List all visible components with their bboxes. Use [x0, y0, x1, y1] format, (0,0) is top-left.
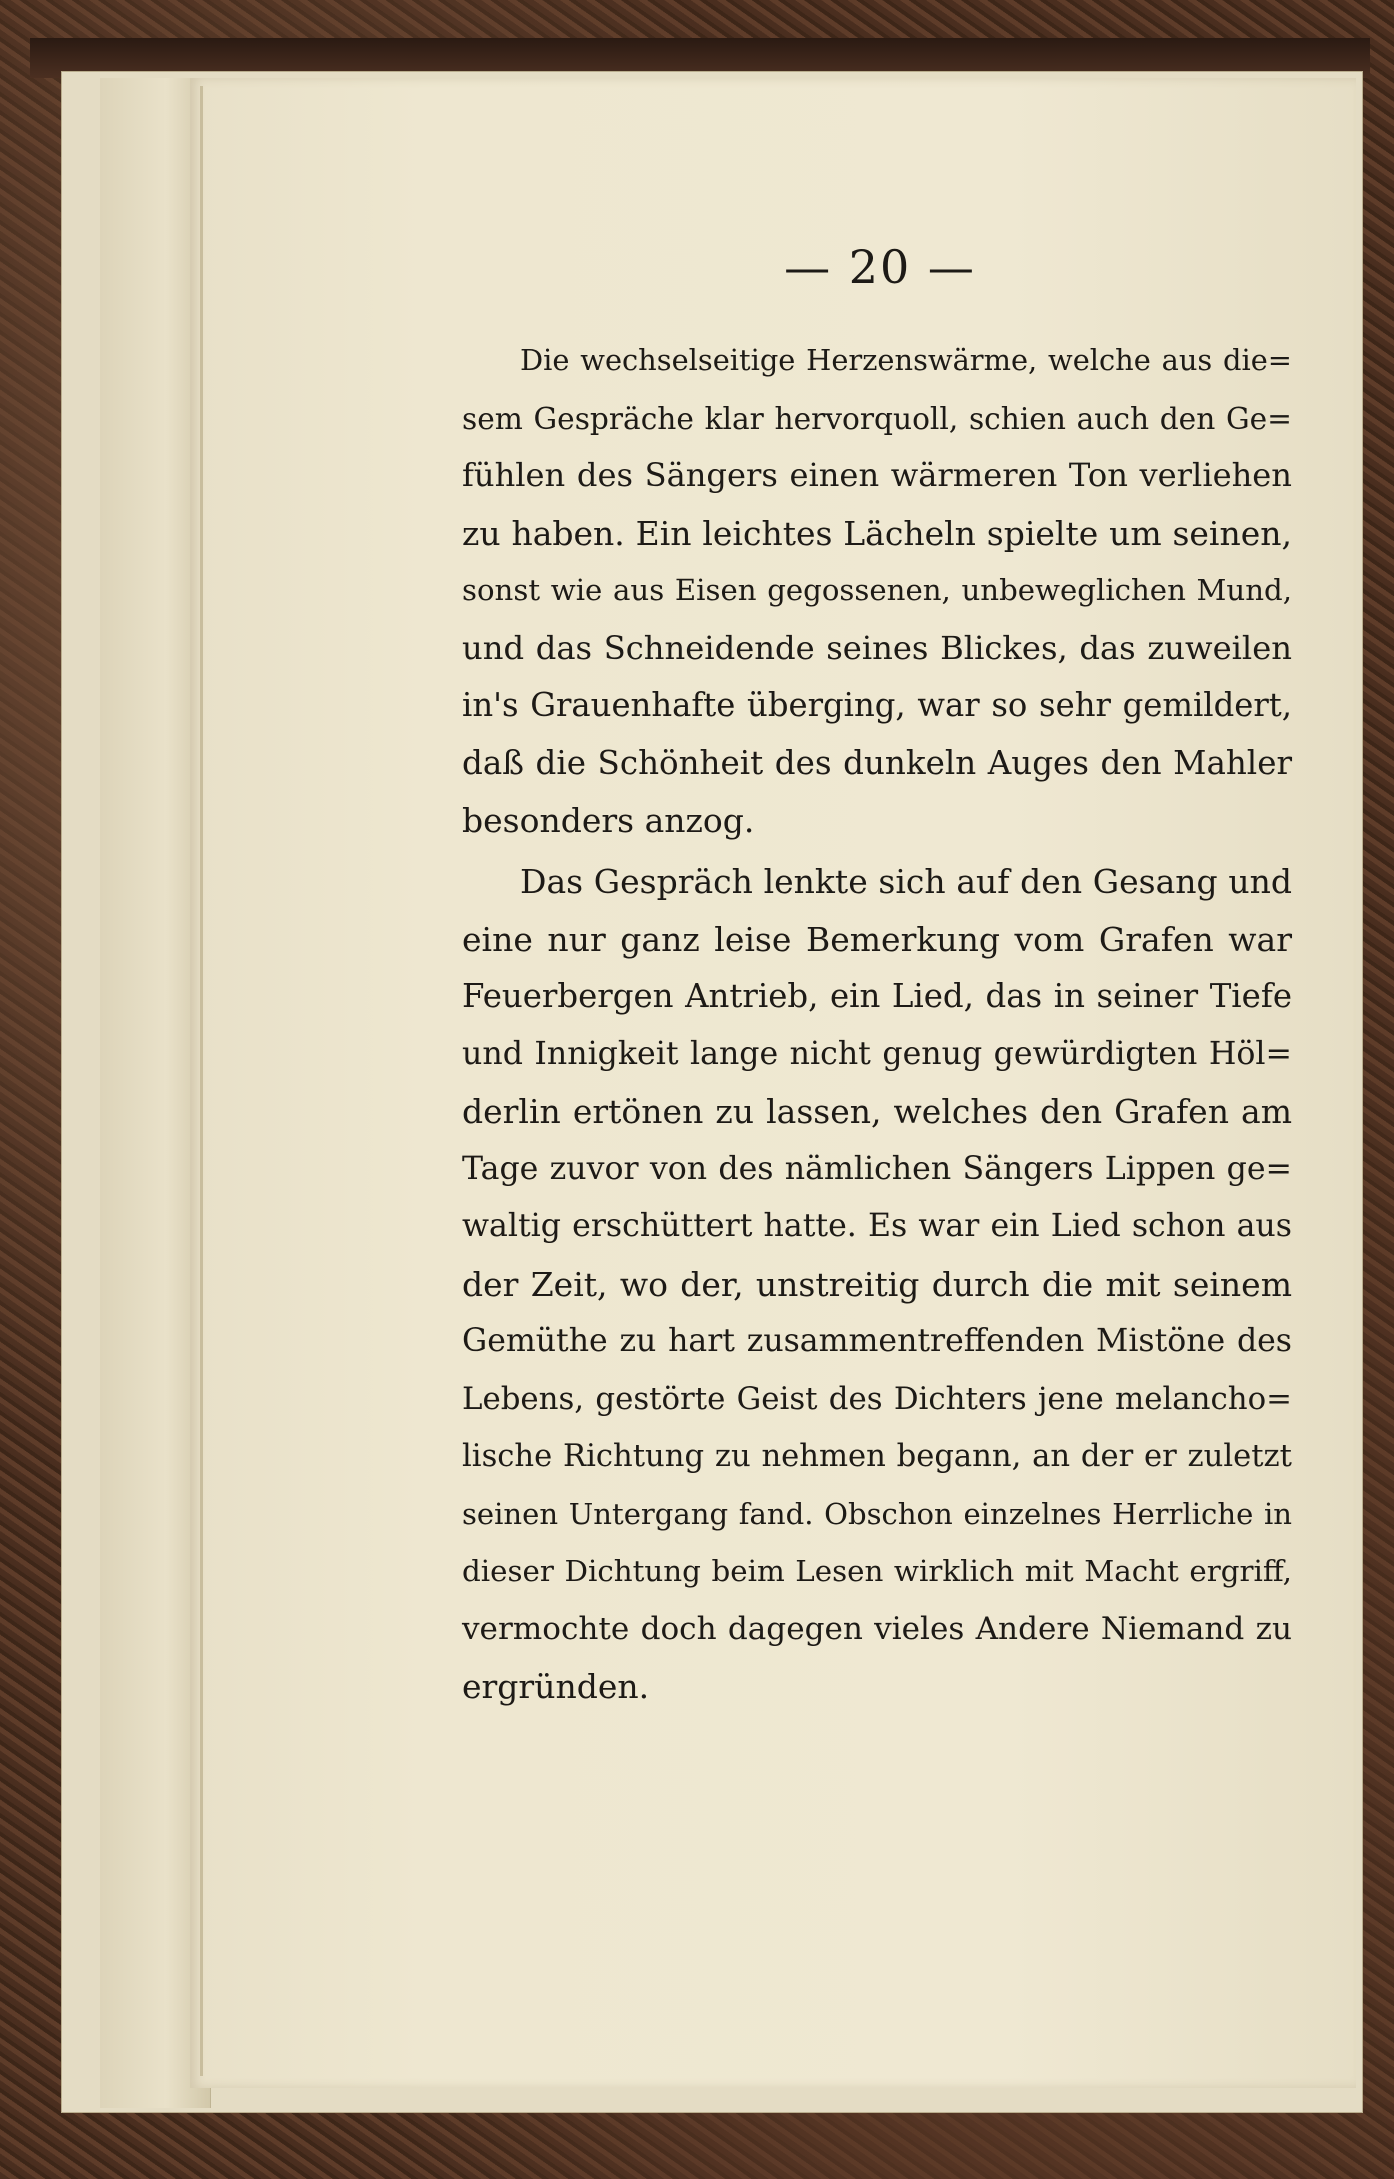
- text-line: sem Gespräche klar hervorquoll, schien auch den Ge=: [462, 400, 1292, 436]
- text-line: fühlen des Sängers einen wärmeren Ton verliehen: [462, 456, 1292, 494]
- text-line: Feuerbergen Antrieb, ein Lied, das in seiner Tiefe: [462, 977, 1292, 1015]
- text-line: sonst wie aus Eisen gegossenen, unbeweglichen Mund,: [462, 573, 1292, 607]
- text-line: in's Grauenhafte überging, war so sehr gemildert,: [462, 686, 1292, 724]
- text-line: Lebens, gestörte Geist des Dichters jene melancho=: [462, 1380, 1292, 1417]
- text-line: daß die Schönheit des dunkeln Auges den Mahler: [462, 743, 1292, 782]
- text-line: zu haben. Ein leichtes Lächeln spielte um seinen,: [462, 513, 1292, 553]
- text-line: derlin ertönen zu lassen, welches den Grafen am: [462, 1092, 1292, 1131]
- page-number: — 20 —: [784, 240, 976, 294]
- page-gutter: [200, 86, 203, 2076]
- text-line: Gemüthe zu hart zusammentreffenden Mistöne des: [462, 1323, 1292, 1359]
- text-line: lische Richtung zu nehmen begann, an der er zuletzt: [462, 1439, 1292, 1474]
- text-line: Tage zuvor von des nämlichen Sängers Lippen ge=: [462, 1150, 1292, 1187]
- text-line: Die wechselseitige Herzenswärme, welche aus die=: [520, 343, 1292, 377]
- text-line: waltig erschüttert hatte. Es war ein Lied schon aus: [462, 1208, 1292, 1244]
- text-line: seinen Untergang fand. Obschon einzelnes Herrliche in: [462, 1496, 1292, 1531]
- text-line: ergründen.: [462, 1667, 650, 1706]
- text-line: Das Gespräch lenkte sich auf den Gesang und: [520, 862, 1292, 901]
- paragraph-2: [462, 853, 1292, 1716]
- text-line: besonders anzog.: [462, 801, 755, 840]
- paragraph-1: [462, 332, 1292, 850]
- text-line: der Zeit, wo der, unstreitig durch die mit seinem: [462, 1264, 1292, 1304]
- text-line: und Innigkeit lange nicht genug gewürdigten Höl=: [462, 1035, 1292, 1072]
- text-line: vermochte doch dagegen vieles Andere Niemand zu: [462, 1610, 1292, 1647]
- text-line: eine nur ganz leise Bemerkung vom Grafen war: [462, 919, 1292, 959]
- text-line: dieser Dichtung beim Lesen wirklich mit Macht ergriff,: [462, 1554, 1292, 1588]
- text-line: und das Schneidende seines Blickes, das zuweilen: [462, 628, 1292, 667]
